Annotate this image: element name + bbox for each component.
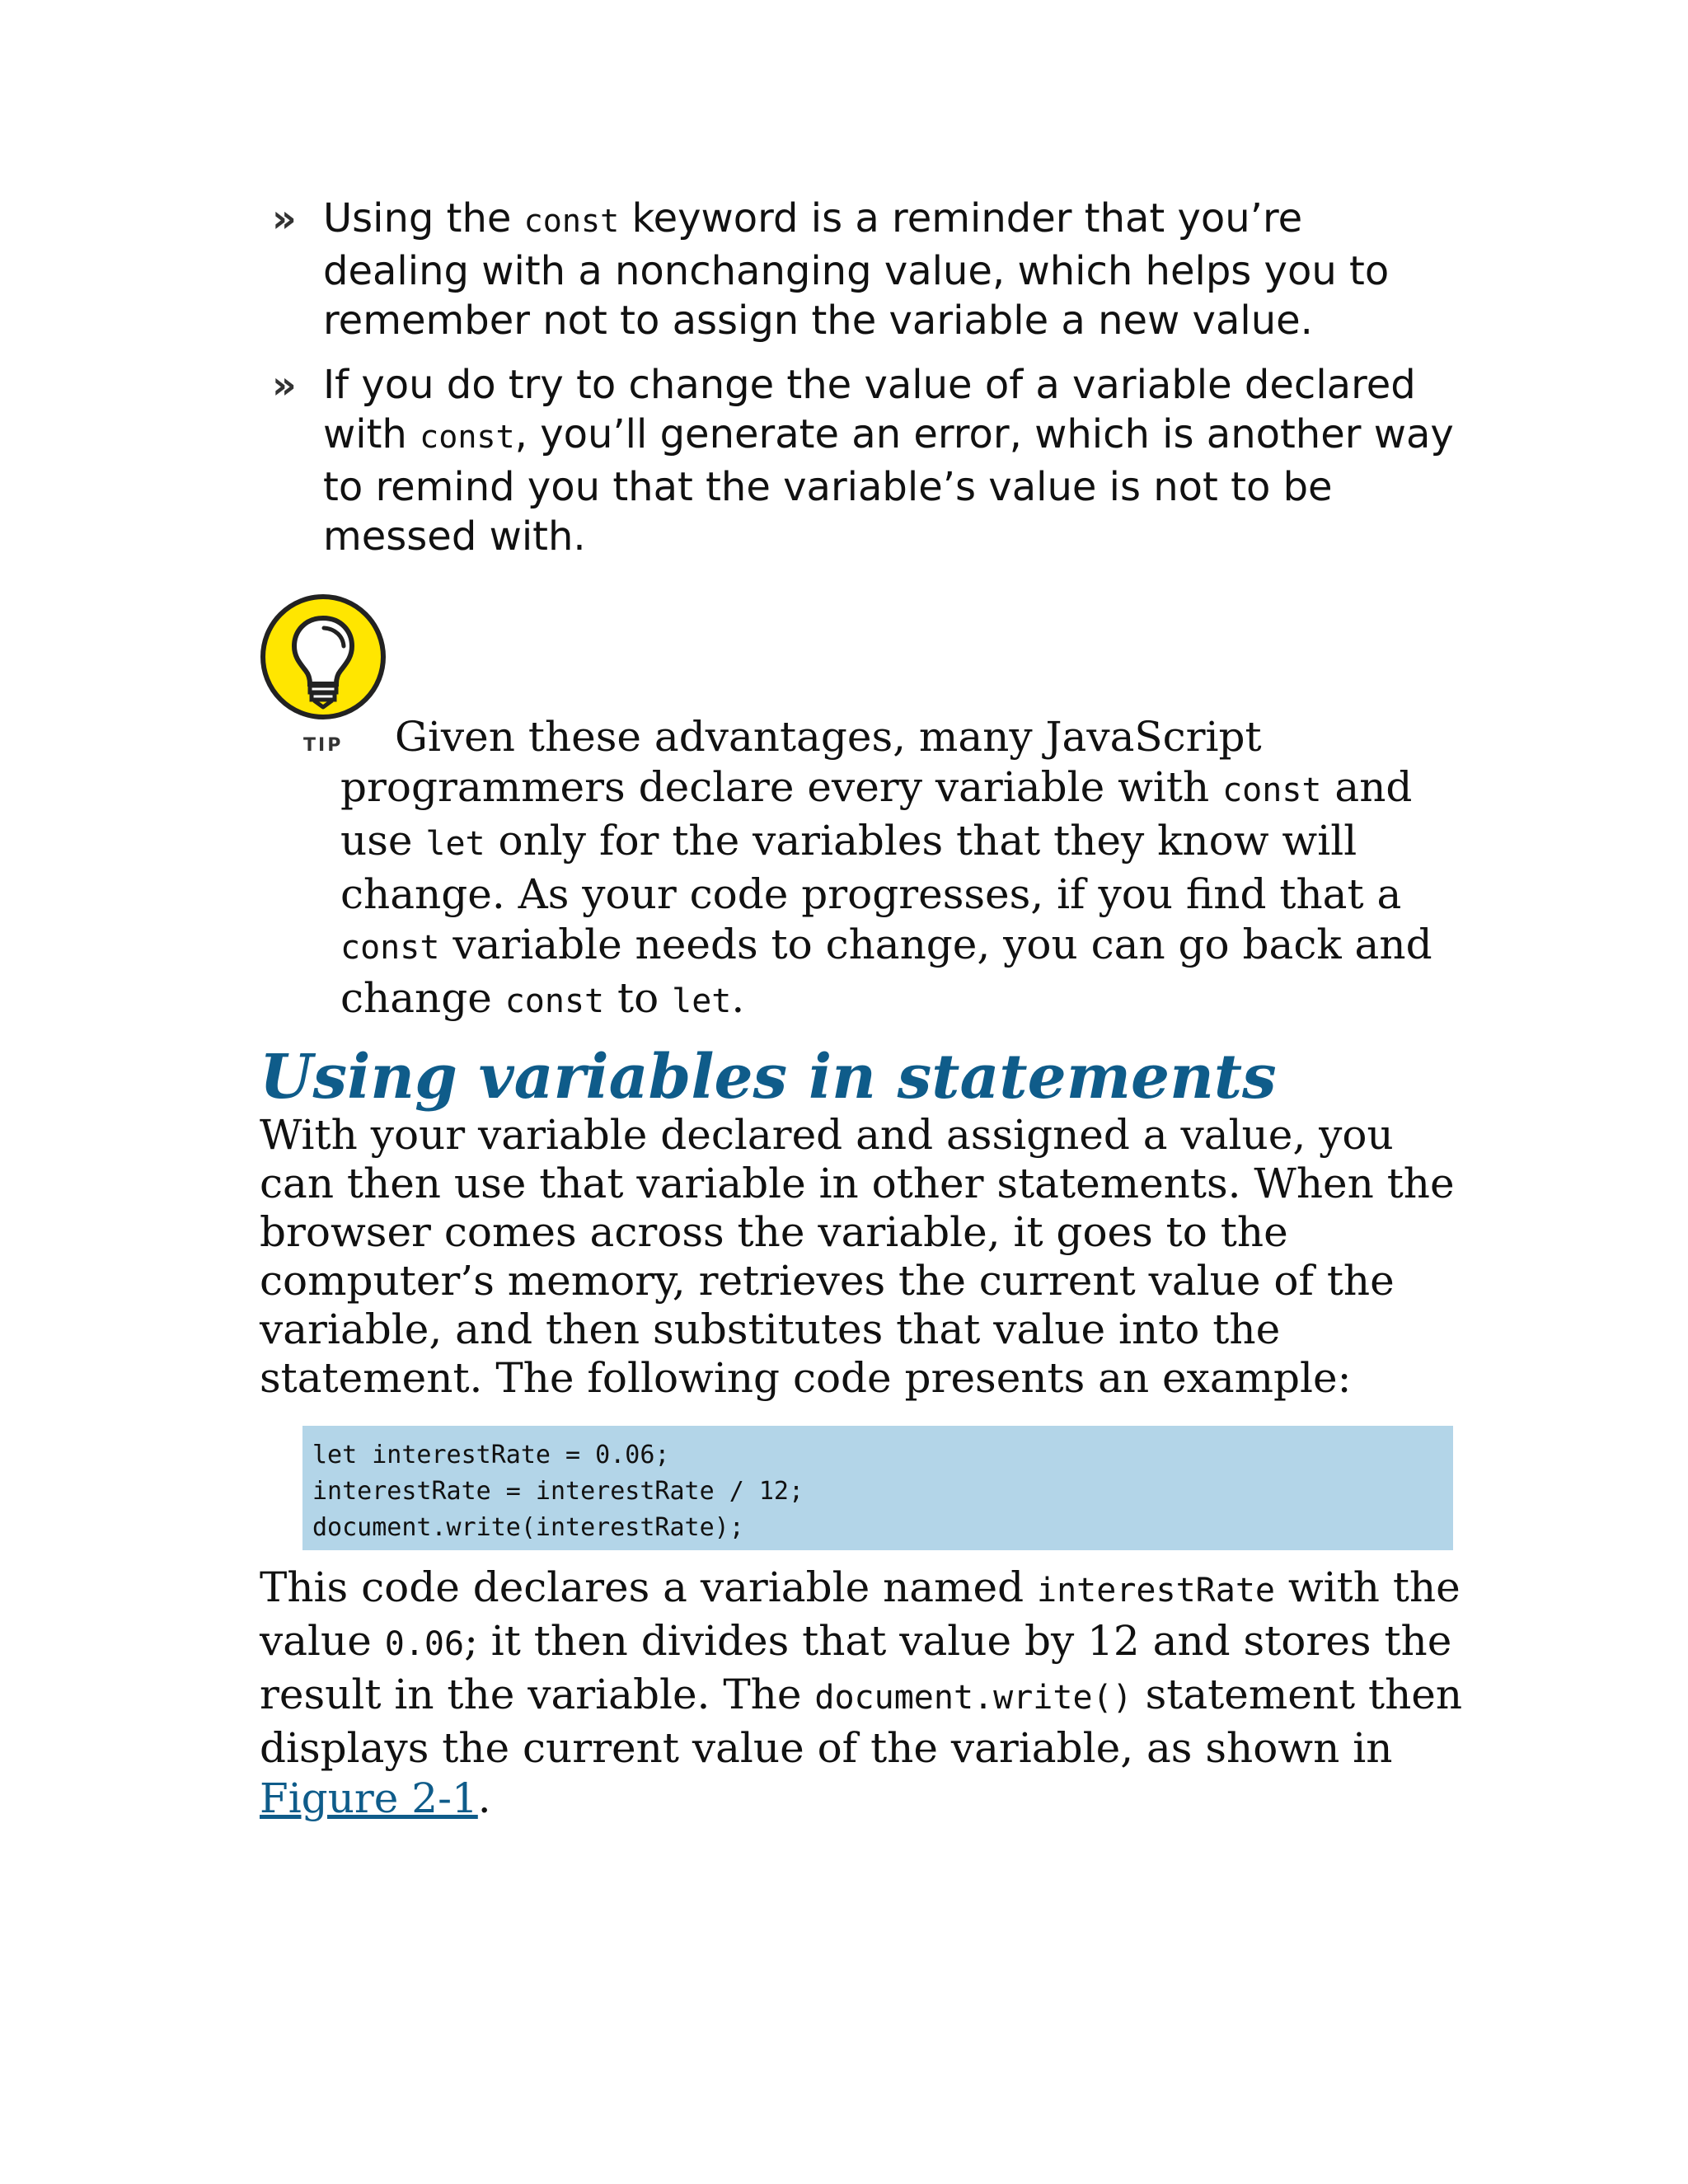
lightbulb-icon bbox=[260, 593, 387, 720]
section-heading: Using variables in statements bbox=[260, 1042, 1277, 1113]
tip-text: variable needs to change, you can go back and change bbox=[340, 921, 1432, 1022]
inline-code: const bbox=[523, 203, 620, 240]
tip-text: and use bbox=[340, 763, 1413, 865]
bullet-text: , you’ll generate an error, which is another way to remind you that the variable’s value is not to be messed with. bbox=[323, 411, 1454, 560]
code-line: interestRate = interestRate / 12; bbox=[312, 1477, 804, 1506]
bullet-text: Using the bbox=[323, 195, 524, 241]
bullet-text: If you do try to change the value of a variable declared with bbox=[323, 362, 1416, 457]
inline-code: const bbox=[1222, 771, 1322, 809]
inline-code: let bbox=[672, 982, 732, 1020]
body-paragraph: With your variable declared and assigned a value, you can then use that variable in other statements. When the browser comes across the variable, it goes to the computer’s memory, retrieves the current value of the variable, and then substitutes that value into the statement. The following code presents an example: bbox=[260, 1111, 1455, 1402]
bullet-mark: » bbox=[272, 363, 297, 407]
body-text: statement then displays the current value of the variable, as shown in bbox=[260, 1671, 1463, 1772]
tip-text: Given these advantages, many JavaScript programmers declare every variable with bbox=[340, 713, 1262, 811]
bullet-item bbox=[272, 360, 1459, 561]
bullet-text: keyword is a reminder that you’re dealing with a nonchanging value, which helps you to remember not to assign the variable a new value. bbox=[323, 195, 1390, 344]
tip-text: . bbox=[731, 974, 745, 1022]
tip-text: only for the variables that they know will change. As your code progresses, if you find that a bbox=[340, 817, 1402, 918]
bullet-mark: » bbox=[272, 196, 297, 241]
inline-code: const bbox=[504, 982, 605, 1020]
inline-code: const bbox=[340, 929, 440, 967]
body-text: This code declares a variable named bbox=[260, 1563, 1037, 1611]
tip-paragraph bbox=[340, 712, 1453, 1027]
body-text: ; it then divides that value by 12 and stores the result in the variable. The bbox=[260, 1617, 1452, 1718]
body-text: with the value bbox=[260, 1563, 1461, 1665]
tip-label: TIP bbox=[303, 735, 344, 756]
inline-code: document.write() bbox=[814, 1679, 1132, 1717]
code-line: let interestRate = 0.06; bbox=[312, 1441, 670, 1469]
bullet-list bbox=[272, 194, 1459, 576]
body-text: . bbox=[477, 1774, 491, 1822]
inline-code: interestRate bbox=[1037, 1572, 1275, 1610]
tip-text: to bbox=[604, 974, 673, 1022]
bullet-item bbox=[272, 194, 1459, 345]
inline-code: let bbox=[425, 825, 485, 863]
body-paragraph bbox=[260, 1563, 1463, 1824]
figure-link[interactable]: Figure 2-1 bbox=[260, 1774, 478, 1822]
code-line: document.write(interestRate); bbox=[312, 1513, 744, 1542]
inline-code: const bbox=[420, 419, 515, 456]
inline-code: 0.06 bbox=[384, 1625, 465, 1663]
code-block bbox=[302, 1426, 1453, 1550]
